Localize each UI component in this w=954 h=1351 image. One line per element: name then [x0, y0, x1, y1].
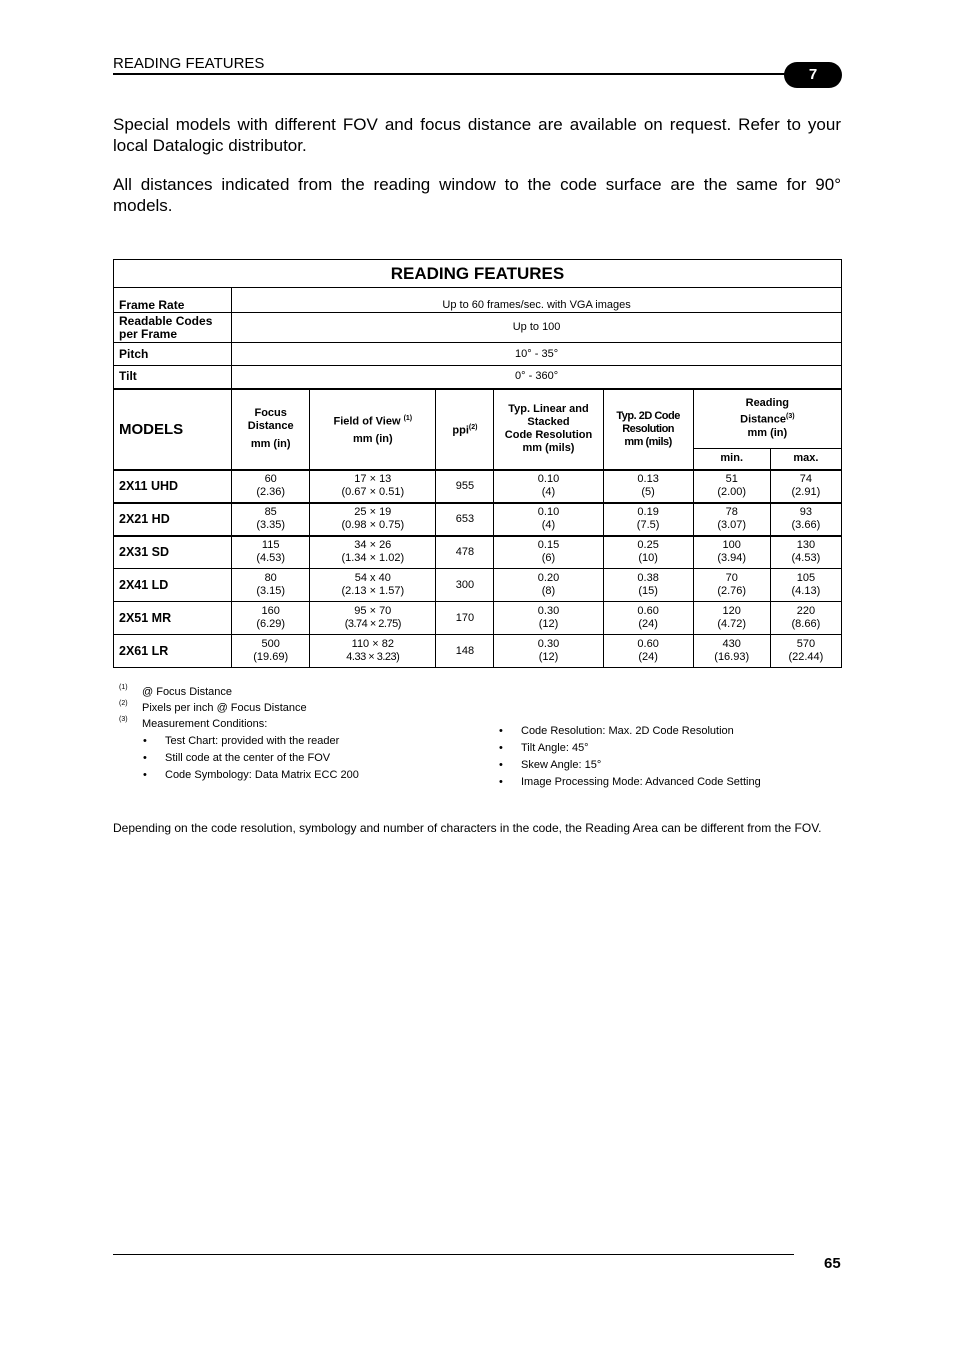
- ppi-cell: 170: [436, 602, 494, 635]
- table-row: [114, 569, 842, 602]
- footnote-3-mark: (3): [119, 716, 128, 723]
- footer-rule: [113, 1254, 794, 1255]
- focus-cell: 80 (3.15): [232, 569, 310, 602]
- header-rule: [113, 73, 803, 75]
- code2d-cell: 0.25 (10): [603, 536, 693, 569]
- condition-item: • Tilt Angle: 45°: [521, 741, 589, 755]
- ppi-cell: 955: [436, 470, 494, 503]
- condition-item: • Test Chart: provided with the reader: [165, 734, 339, 748]
- linear-cell: 0.10 (4): [494, 470, 603, 503]
- fov-cell: 95 × 70 (3.74 × 2.75): [310, 602, 436, 635]
- min-cell: 51 (2.00): [693, 470, 770, 503]
- tilt-label: Tilt: [114, 366, 232, 389]
- fov-cell: 110 × 82 4.33 × 3.23): [310, 635, 436, 668]
- min-cell: 100 (3.94): [693, 536, 770, 569]
- min-cell: 70 (2.76): [693, 569, 770, 602]
- model-name: 2X21 HD: [114, 503, 232, 536]
- max-cell: 74 (2.91): [770, 470, 841, 503]
- focus-cell: 85 (3.35): [232, 503, 310, 536]
- max-cell: 220 (8.66): [770, 602, 841, 635]
- code2d-cell: 0.19 (7.5): [603, 503, 693, 536]
- focus-cell: 60 (2.36): [232, 470, 310, 503]
- models-header: MODELS: [114, 389, 232, 470]
- readable-codes-value: Up to 100: [232, 313, 842, 343]
- min-header: min.: [693, 449, 770, 470]
- linear-cell: 0.15 (6): [494, 536, 603, 569]
- code2d-cell: 0.60 (24): [603, 602, 693, 635]
- footnote-2: Pixels per inch @ Focus Distance: [142, 702, 307, 714]
- focus-cell: 160 (6.29): [232, 602, 310, 635]
- ppi-cell: 300: [436, 569, 494, 602]
- max-cell: 105 (4.13): [770, 569, 841, 602]
- linear-cell: 0.20 (8): [494, 569, 603, 602]
- condition-item: • Code Symbology: Data Matrix ECC 200: [165, 768, 359, 782]
- readable-codes-label: Readable Codes per Frame: [114, 313, 232, 343]
- fov-cell: 17 × 13 (0.67 × 0.51): [310, 470, 436, 503]
- min-cell: 78 (3.07): [693, 503, 770, 536]
- linear-cell: 0.10 (4): [494, 503, 603, 536]
- frame-rate-label: Frame Rate: [114, 288, 232, 313]
- max-cell: 570 (22.44): [770, 635, 841, 668]
- condition-item: • Skew Angle: 15°: [521, 758, 601, 772]
- footnote-2-mark: (2): [119, 700, 128, 707]
- min-cell: 430 (16.93): [693, 635, 770, 668]
- model-name: 2X61 LR: [114, 635, 232, 668]
- pitch-value: 10° - 35°: [232, 343, 842, 366]
- pitch-label: Pitch: [114, 343, 232, 366]
- code2d-resolution-header: Typ. 2D Code Resolution mm (mils): [603, 389, 693, 470]
- linear-cell: 0.30 (12): [494, 602, 603, 635]
- condition-item: • Image Processing Mode: Advanced Code Setting: [521, 775, 761, 789]
- focus-cell: 115 (4.53): [232, 536, 310, 569]
- field-of-view-header: Field of View $^{(1)}$ mm (in): [310, 389, 436, 470]
- intro-paragraph-1: Special models with different FOV and focus distance are available on request. Refer to your local Datalogic distributor.: [113, 115, 841, 155]
- reading-distance-header: Reading Distance$^{(3)}$ mm (in): [693, 389, 841, 449]
- max-header: max.: [770, 449, 841, 470]
- model-name: 2X31 SD: [114, 536, 232, 569]
- fov-cell: 54 x 40 (2.13 × 1.57): [310, 569, 436, 602]
- intro-paragraph-2: All distances indicated from the reading window to the code surface are the same for 90° models.: [113, 175, 841, 215]
- section-header-title: READING FEATURES: [113, 55, 265, 72]
- max-cell: 93 (3.66): [770, 503, 841, 536]
- ppi-cell: 478: [436, 536, 494, 569]
- condition-item: • Code Resolution: Max. 2D Code Resolution: [521, 724, 734, 738]
- min-cell: 120 (4.72): [693, 602, 770, 635]
- frame-rate-value: Up to 60 frames/sec. with VGA images: [232, 288, 842, 313]
- ppi-header: ppi$^{(2)}$: [436, 389, 494, 470]
- linear-resolution-header: Typ. Linear and Stacked Code Resolution mm (mils): [494, 389, 603, 470]
- model-name: 2X41 LD: [114, 569, 232, 602]
- tilt-value: 0° - 360°: [232, 366, 842, 389]
- page-number: 65: [824, 1255, 841, 1272]
- code2d-cell: 0.60 (24): [603, 635, 693, 668]
- table-row: [114, 470, 842, 503]
- table-row: [114, 635, 842, 668]
- table-row: [114, 536, 842, 569]
- fov-cell: 25 × 19 (0.98 × 0.75): [310, 503, 436, 536]
- reading-area-note: Depending on the code resolution, symbology and number of characters in the code, the Reading Area can be different from the FOV.: [113, 821, 822, 835]
- ppi-cell: 653: [436, 503, 494, 536]
- model-name: 2X11 UHD: [114, 470, 232, 503]
- focus-cell: 500 (19.69): [232, 635, 310, 668]
- table-row: [114, 503, 842, 536]
- table-row: [114, 602, 842, 635]
- footnote-1-mark: (1): [119, 684, 128, 691]
- linear-cell: 0.30 (12): [494, 635, 603, 668]
- max-cell: 130 (4.53): [770, 536, 841, 569]
- model-name: 2X51 MR: [114, 602, 232, 635]
- table-title: READING FEATURES: [114, 260, 842, 288]
- condition-item: • Still code at the center of the FOV: [165, 751, 330, 765]
- focus-distance-header: Focus Distance mm (in): [232, 389, 310, 470]
- footnote-3: Measurement Conditions:: [142, 718, 268, 730]
- footnote-1: @ Focus Distance: [142, 686, 233, 698]
- code2d-cell: 0.38 (15): [603, 569, 693, 602]
- ppi-cell: 148: [436, 635, 494, 668]
- fov-cell: 34 × 26 (1.34 × 1.02): [310, 536, 436, 569]
- chapter-badge: 7: [784, 62, 842, 88]
- code2d-cell: 0.13 (5): [603, 470, 693, 503]
- reading-features-table: [113, 259, 842, 668]
